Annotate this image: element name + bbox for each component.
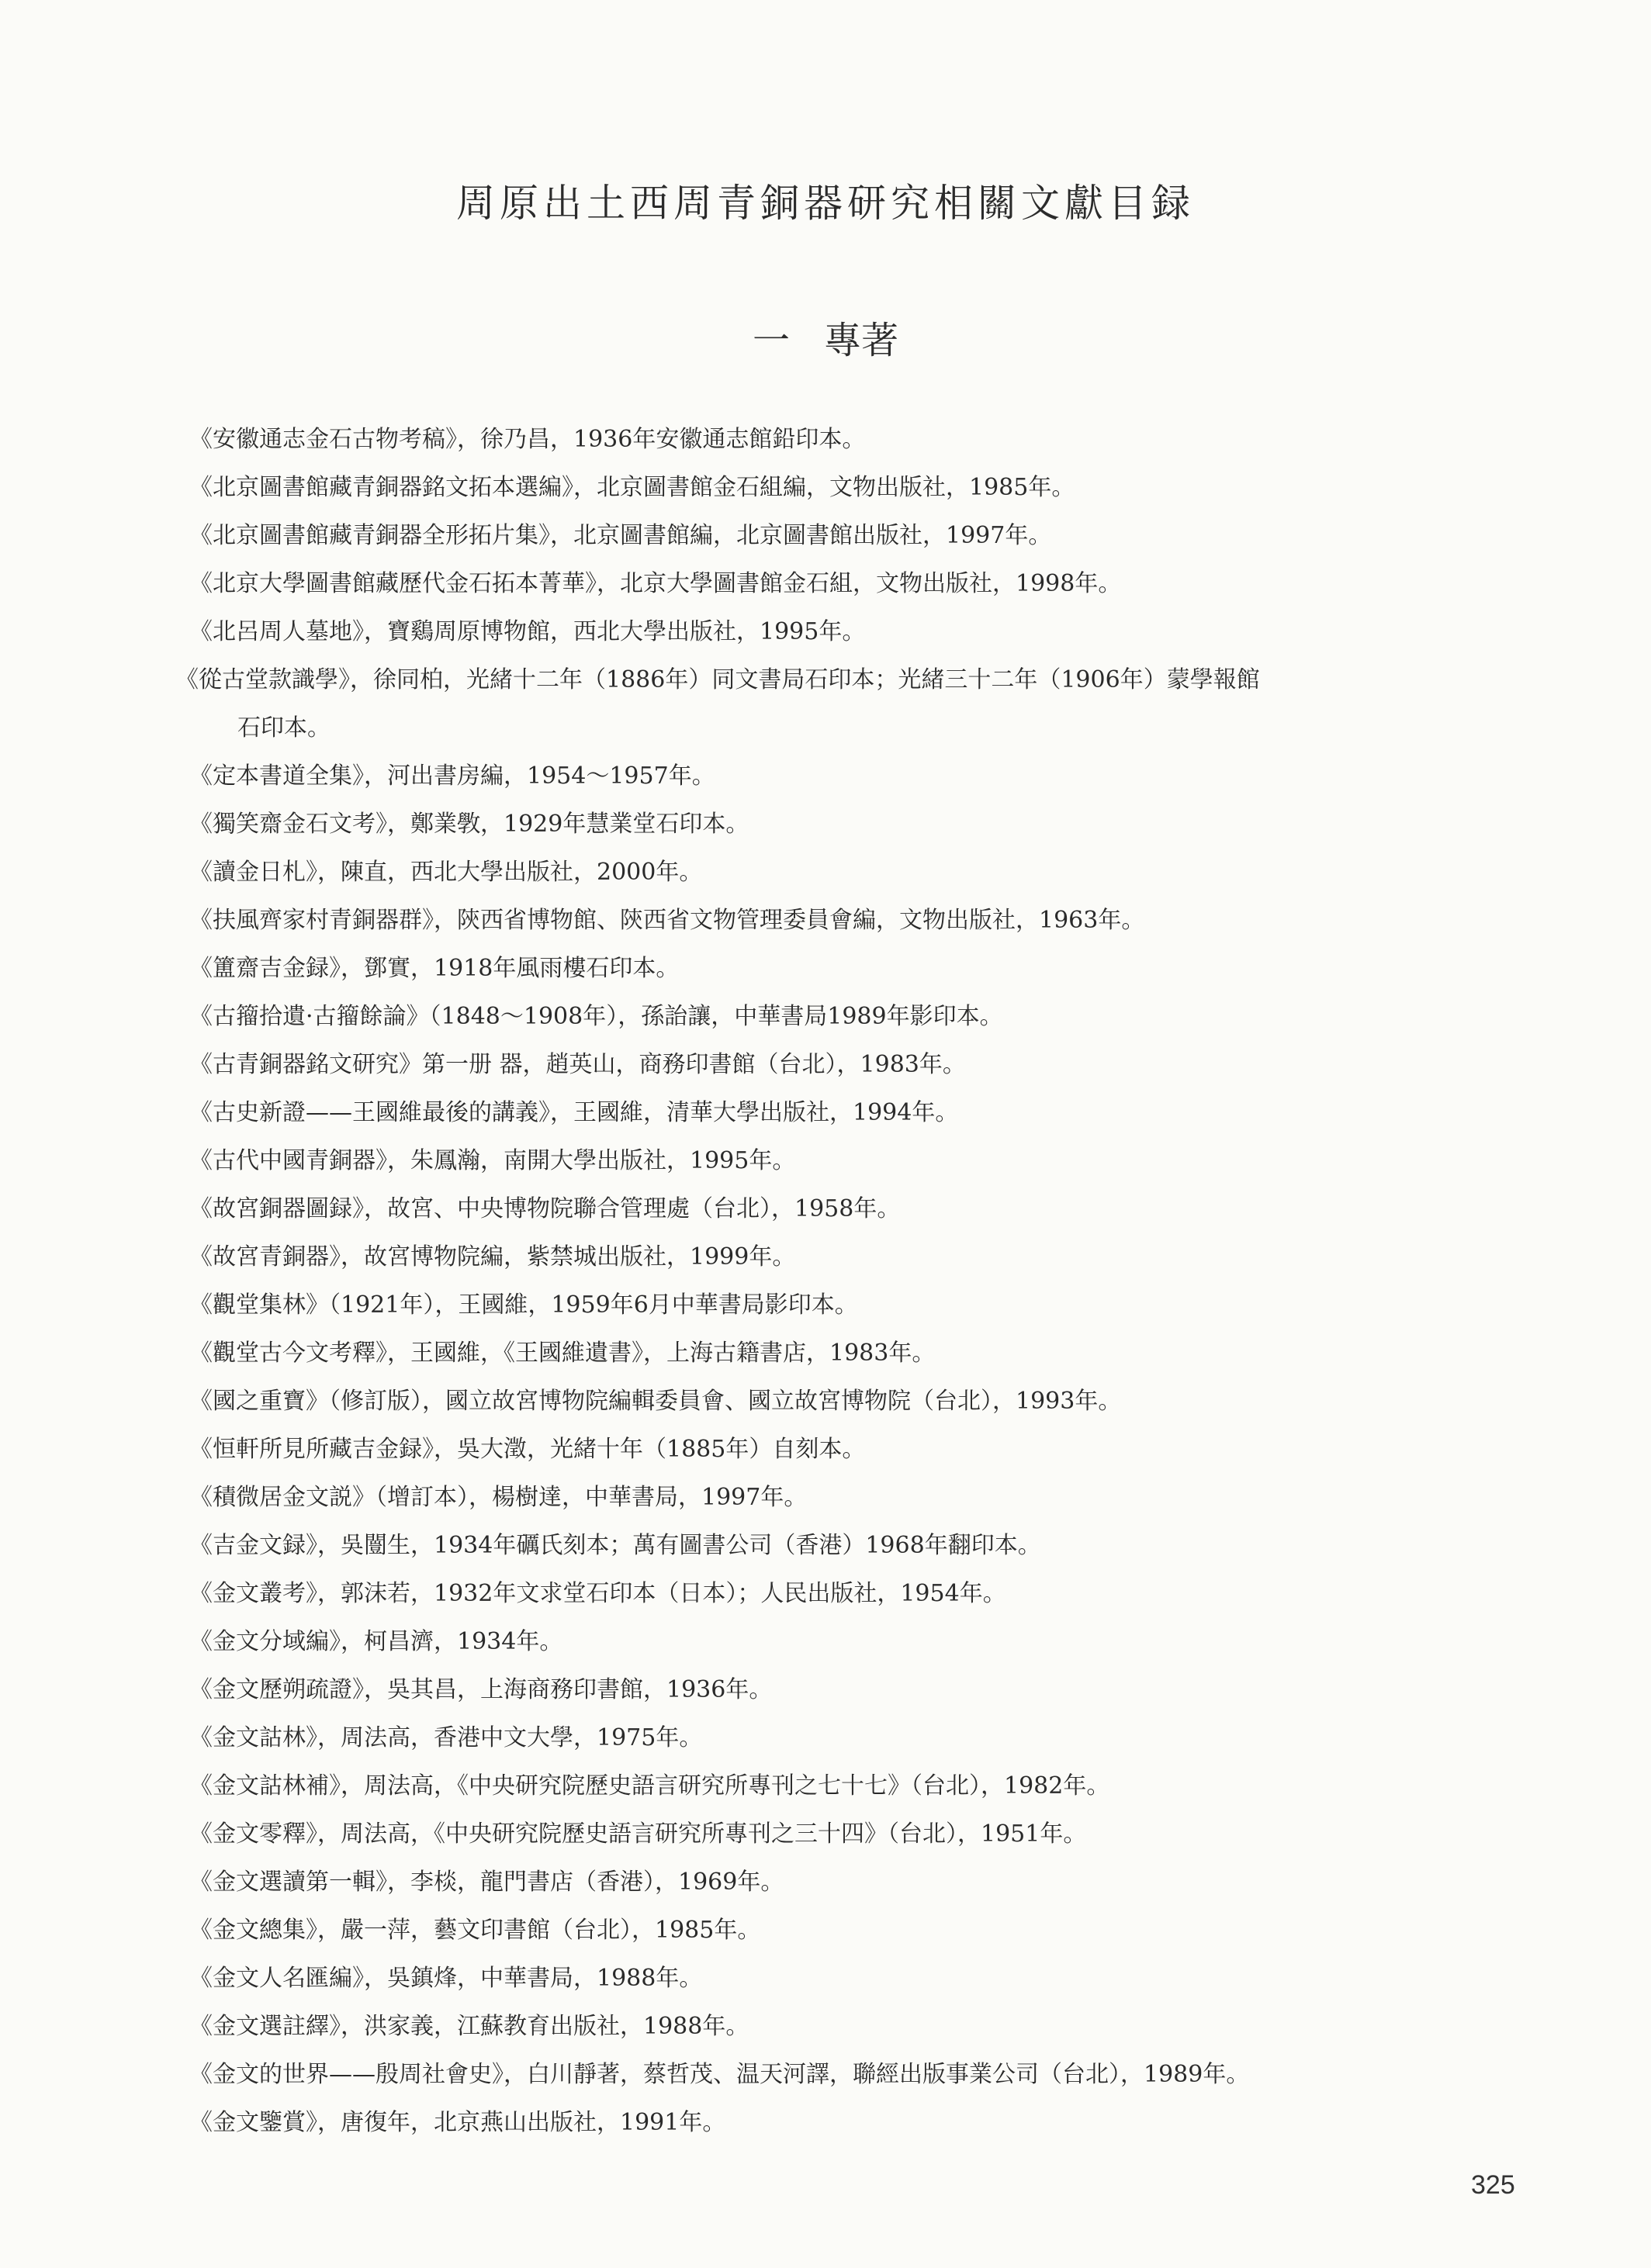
page-title: 周原出土西周青銅器研究相關文獻目録 xyxy=(456,181,1195,226)
bibliography-entry: 《吉金文録》，吳闓生，1934年礪氏刻本；萬有圖書公司（香港）1968年翻印本。 xyxy=(189,1532,1041,1559)
section-label: 專著 xyxy=(824,319,899,362)
bibliography-entry: 《金文人名匯編》，吳鎮烽，中華書局，1988年。 xyxy=(189,1965,703,1992)
bibliography-entry: 《金文選註繹》，洪家義，江蘇教育出版社，1988年。 xyxy=(189,2013,749,2040)
bibliography-entry-continuation: 石印本。 xyxy=(237,714,331,742)
bibliography-entry: 《古代中國青銅器》，朱鳳瀚，南開大學出版社，1995年。 xyxy=(189,1147,796,1174)
bibliography-entry: 《金文詁林補》，周法高，《中央研究院歷史語言研究所專刊之七十七》（台北），1982年。 xyxy=(189,1772,1110,1800)
bibliography-entry: 《觀堂集林》（1921年），王國維，1959年6月中華書局影印本。 xyxy=(189,1291,858,1319)
bibliography-entry: 《金文鑒賞》，唐復年，北京燕山出版社，1991年。 xyxy=(189,2109,726,2136)
bibliography-entry: 《金文歷朔疏證》，吳其昌，上海商務印書館，1936年。 xyxy=(189,1676,773,1703)
page-number: 325 xyxy=(1471,2170,1515,2200)
bibliography-entry-line: 《從古堂款識學》，徐同柏，光緒十二年（1886年）同文書局石印本；光緒三十二年（1906年）蒙學報館 xyxy=(175,666,1260,693)
bibliography-entry: 《恒軒所見所藏吉金録》，吳大澂，光緒十年（1885年）自刻本。 xyxy=(189,1436,866,1463)
bibliography-entry: 《金文選讀第一輯》，李棪，龍門書店（香港），1969年。 xyxy=(189,1869,784,1896)
bibliography-entry: 《讀金日札》，陳直，西北大學出版社，2000年。 xyxy=(189,859,703,886)
bibliography-entry: 《簠齋吉金録》，鄧實，1918年風雨樓石印本。 xyxy=(189,955,680,982)
bibliography-entry: 《古史新證——王國維最後的講義》，王國維，清華大學出版社，1994年。 xyxy=(189,1099,959,1126)
bibliography-entry xyxy=(175,656,1524,752)
bibliography-entry: 《國之重寶》（修訂版），國立故宮博物院編輯委員會、國立故宮博物院（台北），1993年。 xyxy=(189,1388,1122,1415)
section-number: 一 xyxy=(752,319,790,362)
section-heading xyxy=(0,310,1651,364)
bibliography-entry: 《北呂周人墓地》，寶鷄周原博物館，西北大學出版社，1995年。 xyxy=(189,618,866,645)
bibliography-entry: 《金文詁林》，周法高，香港中文大學，1975年。 xyxy=(189,1724,703,1751)
bibliography-list xyxy=(175,416,1524,2147)
bibliography-entry: 《金文分域編》，柯昌濟，1934年。 xyxy=(189,1628,563,1655)
bibliography-entry: 《定本書道全集》，河出書房編，1954～1957年。 xyxy=(189,762,715,790)
bibliography-entry: 《金文的世界——殷周社會史》，白川靜著，蔡哲茂、温天河譯，聯經出版事業公司（台北），1989年。 xyxy=(189,2061,1250,2088)
bibliography-entry: 《金文零釋》，周法高，《中央研究院歷史語言研究所專刊之三十四》（台北），1951年。 xyxy=(189,1820,1087,1848)
bibliography-entry: 《北京圖書館藏青銅器全形拓片集》，北京圖書館編，北京圖書館出版社，1997年。 xyxy=(189,522,1052,549)
bibliography-entry: 《古籀拾遺·古籀餘論》（1848～1908年），孫詒讓，中華書局1989年影印本。 xyxy=(189,1003,1003,1030)
bibliography-entry: 《北京大學圖書館藏歷代金石拓本菁華》，北京大學圖書館金石組，文物出版社，1998年。 xyxy=(189,570,1122,597)
bibliography-entry: 《觀堂古今文考釋》，王國維，《王國維遺書》，上海古籍書店，1983年。 xyxy=(189,1340,936,1367)
bibliography-entry: 《故宮銅器圖録》，故宮、中央博物院聯合管理處（台北），1958年。 xyxy=(189,1195,901,1222)
bibliography-entry: 《故宮青銅器》，故宮博物院編，紫禁城出版社，1999年。 xyxy=(189,1243,796,1271)
bibliography-entry: 《古青銅器銘文研究》第一册 器，趙英山，商務印書館（台北），1983年。 xyxy=(189,1051,966,1078)
bibliography-entry: 《金文叢考》，郭沫若，1932年文求堂石印本（日本）；人民出版社，1954年。 xyxy=(189,1580,1006,1607)
bibliography-entry: 《積微居金文説》（增訂本），楊樹達，中華書局，1997年。 xyxy=(189,1484,808,1511)
bibliography-entry: 《扶風齊家村青銅器群》，陝西省博物館、陝西省文物管理委員會編，文物出版社，1963年。 xyxy=(189,907,1145,934)
bibliography-entry: 《北京圖書館藏青銅器銘文拓本選編》，北京圖書館金石組編，文物出版社，1985年。 xyxy=(189,474,1075,501)
bibliography-entry: 《獨笑齋金石文考》，鄭業斆，1929年慧業堂石印本。 xyxy=(189,811,749,838)
bibliography-entry: 《安徽通志金石古物考稿》，徐乃昌，1936年安徽通志館鉛印本。 xyxy=(189,426,866,453)
bibliography-entry: 《金文總集》，嚴一萍，藝文印書館（台北），1985年。 xyxy=(189,1917,761,1944)
